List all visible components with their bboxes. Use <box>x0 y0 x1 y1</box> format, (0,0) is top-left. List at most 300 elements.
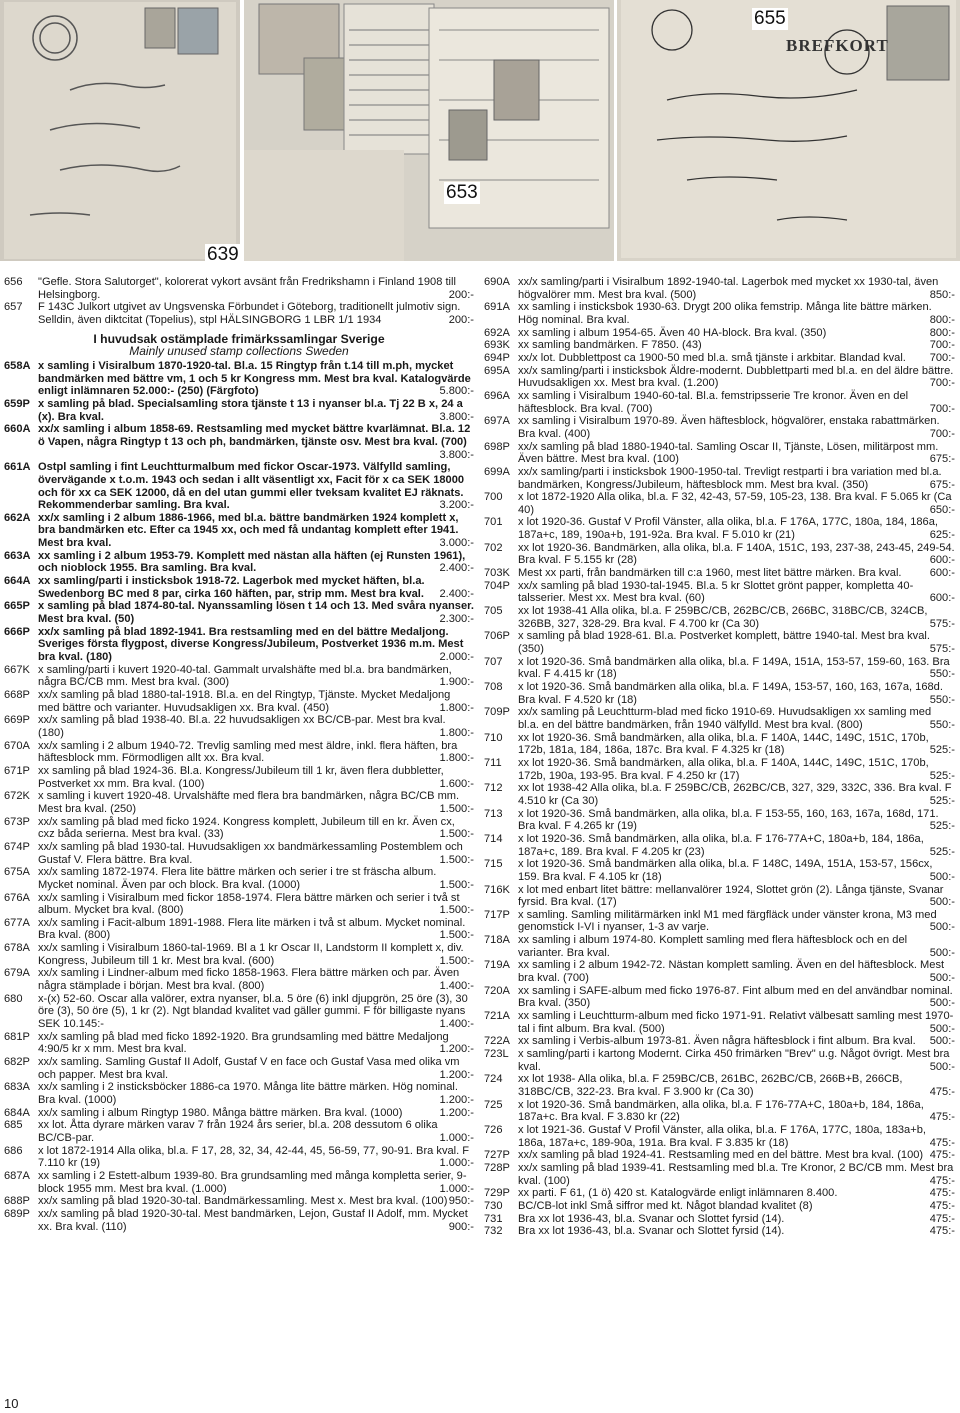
lot-entry <box>484 1073 955 1098</box>
lot-price: 2.000:- <box>439 651 474 664</box>
lot-entry <box>484 1124 955 1149</box>
lot-entry <box>4 301 474 326</box>
lot-entry <box>484 441 955 466</box>
lot-description: Ostpl samling i fint Leuchtturmalbum med fickor Oscar-1973. Välfylld samling, övervägande x t.o.m. 1943 och sedan i allt väsentligt xx, Facit för x ca SEK 18000 och för xx ca SEK 12000, då en del utan gummi eller tveksam kvalitet EJ räknats. Rekommenderbar samling. Bra kval. <box>38 461 465 512</box>
lot-entry <box>484 365 955 390</box>
lot-number: 671P <box>4 764 30 777</box>
lot-description: xx samling i album 1954-65. Även 40 HA-block. Bra kval. (350) <box>518 326 827 339</box>
lot-entry <box>484 580 955 605</box>
lot-price: 575:- <box>929 643 955 656</box>
lot-body <box>518 985 955 1010</box>
left-column <box>4 276 474 1233</box>
lot-body <box>518 1073 955 1098</box>
lot-body <box>38 816 474 841</box>
lot-number: 685 <box>4 1119 23 1132</box>
lot-entry <box>4 740 474 765</box>
lot-description: xx lot 1938-42 Alla olika, bl.a. F 259BC/CB, 262BC/CB, 327, 329, 332C, 336. Bra kval. F 4.510 kr (Ca 30) <box>518 782 952 807</box>
lot-number: 731 <box>484 1212 503 1225</box>
lot-entry <box>4 398 474 423</box>
lot-price: 650:- <box>929 503 955 516</box>
lot-description: x samling i kuvert 1920-48. Urvalshäfte med flera bra bandmärken, några BC/CB mm. Mest bra kval. (250) <box>38 790 460 815</box>
lot-description: x lot med enbart litet bättre: mellanvalörer 1924, Slottet grön (2). Långa tjänste, Svanar fyrsid. Bra kval. (17) <box>518 883 944 909</box>
lot-description: x lot 1920-36. Små bandmärken alla olika, bl.a. F 149A, 151A, 153-57, 159-60, 163. Bra kval. F 4.415 kr (18) <box>518 655 950 681</box>
lot-price: 1.400:- <box>439 980 474 993</box>
lot-description: xx lot. Åtta dyrare märken varav 7 från 1924 års serier, bl.a. 208 dessutom 6 olika BC/CB-par. <box>38 1119 438 1144</box>
lot-number: 676A <box>4 891 30 904</box>
lot-description: xx/x samling. Samling Gustaf II Adolf, Gustaf V en face och Gustaf Vasa med olika vm och papper. Mest bra kval. <box>38 1056 460 1081</box>
lot-body <box>518 327 955 340</box>
lot-body <box>38 461 474 512</box>
lot-description: x lot 1920-36. Små bandmärken alla olika, bl.a. F 149A, 153-57, 160, 163, 167a, 168d. Bra kval. F 4.520 kr (18) <box>518 681 943 706</box>
lot-body <box>38 301 474 326</box>
lot-description: x-(x) 52-60. Oscar alla valörer, extra nyanser, bl.a. 5 öre (6) inkl djupgrön, 25 öre (3), 30 öre (3), 50 öre (5), 1 kr (2). Ngt blandad kvalitet vad gäller gummi. F för billigaste nyans SEK 10.145:- <box>38 992 468 1031</box>
lot-price: 500:- <box>929 896 955 909</box>
lot-price: 475:- <box>929 1225 955 1238</box>
lot-entry <box>4 917 474 942</box>
lot-number: 672K <box>4 790 30 803</box>
lot-entry <box>484 276 955 301</box>
lot-description: xx/x samling i 2 album 1886-1966, med bl.a. bättre bandmärken 1924 komplett x, bra bandmärken etc. Efter ca 1945 xx, och med få undantag komplett efter 1941. Mest bra kval. <box>38 511 459 550</box>
lot-entry <box>484 706 955 731</box>
lot-number: 701 <box>484 516 503 529</box>
postcard-image <box>0 0 240 261</box>
lot-description: BC/CB-lot inkl Små siffror med kt. Något blandad kvalitet (8) <box>518 1199 813 1212</box>
lot-description: x samling. Samling militärmärken inkl M1 med färgfläck under vänster krona, M3 med genomstick I-VI i nyanser, 1-3 av varje. <box>518 908 937 934</box>
lot-price: 700:- <box>929 351 955 364</box>
lot-price: 500:- <box>929 1022 955 1035</box>
lot-description: xx samling i album 1974-80. Komplett samling med flera häftesblock och en del varianter. Bra kval. <box>518 934 908 959</box>
lot-description: xx/x samling/parti i insticksbok 1900-1950-tal. Trevligt restparti i bra variation med bl.a. bandmärken, Kongress/Jubileum, häftesblock mm. Mest bra kval. (350) <box>518 465 942 491</box>
lot-description: xx lot 1920-36. Små bandmärken, alla olika, bl.a. F 140A, 144C, 149C, 151C, 170b, 172b, 181a, 184, 186a, 187c. Bra kval. F 4.325 kr (18) <box>518 731 929 757</box>
lot-body <box>518 706 955 731</box>
lot-price: 1.500:- <box>439 802 474 815</box>
lot-number: 657 <box>4 301 23 314</box>
lot-number: 670A <box>4 739 30 752</box>
lot-body <box>518 833 955 858</box>
lot-number: 707 <box>484 655 503 668</box>
lot-body <box>518 390 955 415</box>
lot-body <box>38 1031 474 1056</box>
lot-body <box>38 892 474 917</box>
lot-body <box>38 689 474 714</box>
lot-body <box>518 567 955 580</box>
lot-body <box>518 782 955 807</box>
section-heading <box>4 333 474 358</box>
lot-entry <box>4 942 474 967</box>
lot-description: xx/x samling i album Ringtyp 1980. Många bättre märken. Bra kval. (1000) <box>38 1106 403 1119</box>
lot-description: xx samling i 2 Estett-album 1939-80. Bra grundsamling med många kompletta serier, 9-block 1955 mm. Mest bra kval. (1.000) <box>38 1169 467 1195</box>
lot-entry <box>484 656 955 681</box>
lot-description: x lot 1920-36. Små bandmärken, alla olika, bl.a. F 176-77A+C, 180a+b, 184, 186a, 187a+c. Bra kval. F 3.830 kr (22) <box>518 1098 924 1124</box>
lot-body <box>518 441 955 466</box>
lot-number: 729P <box>484 1187 510 1200</box>
lot-price: 500:- <box>929 1060 955 1073</box>
lot-price: 600:- <box>929 592 955 605</box>
lot-price: 2.400:- <box>439 587 474 600</box>
lot-description: xx samling i 2 album 1942-72. Nästan komplett samling. Även en del häftesblock. Mest bra kval. (700) <box>518 959 945 985</box>
lot-price: 525:- <box>929 845 955 858</box>
lot-price: 675:- <box>929 478 955 491</box>
lot-entry <box>4 423 474 461</box>
lot-entry <box>484 782 955 807</box>
lot-entry <box>484 1213 955 1226</box>
lot-description: xx samling i Verbis-album 1973-81. Även några häftesblock i fint album. Bra kval. <box>518 1035 916 1048</box>
lot-entry <box>4 360 474 398</box>
lot-entry <box>4 1170 474 1195</box>
lot-description: xx/x samling på blad 1920-30-tal. Bandmärkessamling. Mest x. Mest bra kval. (100) <box>38 1195 448 1208</box>
lot-price: 1.500:- <box>439 904 474 917</box>
lot-price: 700:- <box>929 402 955 415</box>
lot-description: xx/x samling i Facit-album 1891-1988. Flera lite märken i två st album. Mycket nominal. Bra kval. (800) <box>38 916 466 942</box>
lot-body <box>518 732 955 757</box>
lot-entry <box>484 681 955 706</box>
lot-price: 1.800:- <box>439 701 474 714</box>
lot-entry <box>4 816 474 841</box>
lot-price: 900:- <box>448 1220 474 1233</box>
lot-price: 500:- <box>929 921 955 934</box>
lot-description: xx samling i SAFE-album med ficko 1976-87. Fint album med en del användbar nominal. Bra kval. (350) <box>518 984 953 1010</box>
lot-number: 684A <box>4 1106 30 1119</box>
lot-price: 475:- <box>929 1174 955 1187</box>
lot-number: 682P <box>4 1056 30 1069</box>
lot-entry <box>4 512 474 550</box>
lot-number: 659P <box>4 397 30 410</box>
lot-number: 705 <box>484 605 503 618</box>
lot-body <box>518 656 955 681</box>
lot-body <box>518 516 955 541</box>
lot-body <box>38 1107 474 1120</box>
lot-number: 709P <box>484 706 510 719</box>
lot-entry <box>484 1099 955 1124</box>
lot-number: 712 <box>484 782 503 795</box>
lot-entry <box>484 858 955 883</box>
lot-body <box>38 917 474 942</box>
lot-number: 718A <box>484 934 510 947</box>
lot-entry <box>4 276 474 301</box>
lot-description: xx/x lot. Dubblettpost ca 1900-50 med bl.a. små tjänste i arkbitar. Blandad kval. <box>518 351 906 364</box>
document-image <box>244 0 614 261</box>
brefkort-title: BREFKORT <box>786 36 889 55</box>
lot-entry <box>484 466 955 491</box>
lot-number: 721A <box>484 1010 510 1023</box>
lot-entry <box>484 1149 955 1162</box>
lot-entry <box>484 567 955 580</box>
lot-entry <box>484 630 955 655</box>
lot-entry <box>484 1048 955 1073</box>
lot-description: xx lot 1938-41 Alla olika, bl.a. F 259BC/CB, 262BC/CB, 266BC, 318BC/CB, 324CB, 326BB, 327, 328-29. Bra kval. F 4.700 kr (Ca 30) <box>518 605 928 630</box>
lot-entry <box>4 550 474 575</box>
lot-price: 1.800:- <box>439 752 474 765</box>
lot-entry <box>4 575 474 600</box>
lot-description: xx/x samling i Visiralbum 1860-tal-1969. Bl a 1 kr Oscar II, Landstorm II komplett x, div. Kongress, Jubileum till 1 kr. Mest bra kval. (600) <box>38 942 464 967</box>
lot-entry <box>484 934 955 959</box>
lot-description: xx/x samling på blad 1920-30-tal. Mest bandmärken, Lejon, Gustaf II Adolf, mm. Mycket xx. Bra kval. (110) <box>38 1207 468 1233</box>
lot-description: xx samling i Visiralbum 1940-60-tal. Bl.a. femstripsserie Tre kronor. Även en del häftesblock. Bra kval. (700) <box>518 389 909 415</box>
lot-description: xx lot 1920-36. Små bandmärken, alla olika, bl.a. F 140A, 144C, 149C, 151C, 170b, 172b, 190a, 193-95. Bra kval. F 4.250 kr (17) <box>518 756 929 782</box>
lot-body <box>518 466 955 491</box>
lot-number: 714 <box>484 832 503 845</box>
lot-description: xx/x samling/parti i insticksbok Äldre-modernt. Dubblettparti med bl.a. en del äldre bättre. Huvudsakligen xx. Mest bra kval. (1.200) <box>518 364 954 390</box>
lot-number: 696A <box>484 389 510 402</box>
lot-price: 600:- <box>929 554 955 567</box>
lot-entry <box>484 808 955 833</box>
lot-number: 677A <box>4 916 30 929</box>
lot-price: 800:- <box>929 313 955 326</box>
lot-price: 475:- <box>929 1199 955 1212</box>
lot-description: F 143C Julkort utgivet av Ungsvenska Förbundet i Göteborg, traditionellt julmotiv sign. Selldin, även diktcitat (Topelius), stpl HÄLSINGBORG 1 LBR 1/1 1934 <box>38 301 461 326</box>
lot-body <box>38 1208 474 1233</box>
lot-description: xx parti. F 61, (1 ö) 420 st. Katalogvärde enligt inlämnaren 8.400. <box>518 1187 838 1200</box>
lot-number: 732 <box>484 1225 503 1238</box>
lot-body <box>518 884 955 909</box>
lot-entry <box>484 352 955 365</box>
lot-description: xx/x samling på blad 1930-tal-1945. Bl.a. 5 kr Slottet grönt papper, kompletta 40-talsserier. Mest xx. Mest bra kval. (60) <box>518 579 914 605</box>
lot-body <box>38 841 474 866</box>
lot-entry <box>4 689 474 714</box>
lot-body <box>518 542 955 567</box>
lot-number: 713 <box>484 807 503 820</box>
section-subtitle: Mainly unused stamp collections Sweden <box>129 344 349 359</box>
lot-entry <box>4 1056 474 1081</box>
lot-number: 691A <box>484 301 510 314</box>
lot-number: 710 <box>484 731 503 744</box>
lot-price: 1.900:- <box>439 676 474 689</box>
lot-price: 525:- <box>929 744 955 757</box>
lot-description: xx lot 1938- Alla olika, bl.a. F 259BC/CB, 261BC, 262BC/CB, 266B+B, 266CB, 318BC/CB, 322-23. Bra kval. F 3.900 kr (Ca 30) <box>518 1073 903 1098</box>
lot-body <box>518 276 955 301</box>
lot-price: 1.000:- <box>439 1157 474 1170</box>
lot-entry <box>484 985 955 1010</box>
lot-price: 1.500:- <box>439 929 474 942</box>
lot-price: 500:- <box>929 1035 955 1048</box>
lot-description: "Gefle. Stora Salutorget", kolorerat vykort avsänt från Fredrikshamn i Finland 1908 till Helsingborg. <box>38 276 456 301</box>
lot-price: 550:- <box>929 693 955 706</box>
lot-description: xx/x samling i 2 insticksböcker 1886-ca 1970. Många lite bättre märken. Hög nominal. Bra kval. (1000) <box>38 1081 458 1106</box>
lot-description: xx/x samling på blad 1930-tal. Huvudsakligen xx bandmärkessamling Postemblem och Gustaf V. Flera bättre. Bra kval. <box>38 840 463 866</box>
lot-number: 680 <box>4 992 23 1005</box>
lot-number: 728P <box>484 1161 510 1174</box>
lot-number: 699A <box>484 465 510 478</box>
lot-number: 695A <box>484 364 510 377</box>
lot-number: 674P <box>4 840 30 853</box>
lot-description: x samling/parti i kuvert 1920-40-tal. Gammalt urvalshäfte med bl.a. bra bandmärken, några BC/CB mm. Mest bra kval. (300) <box>38 663 452 689</box>
lot-description: x lot 1920-36. Små bandmärken alla olika, bl.a. F 148C, 149A, 151A, 153-57, 156cx, 159. Bra kval. F 4.105 kr (18) <box>518 858 933 883</box>
lot-price: 3.800:- <box>439 410 474 423</box>
lot-body <box>38 664 474 689</box>
lot-body <box>518 1200 955 1213</box>
lot-number: 669P <box>4 714 30 727</box>
lot-description: xx/x samling på blad 1880-1940-tal. Samling Oscar II, Tjänste, Lösen, militärpost mm. Även bättre. Mest bra kval. (100) <box>518 440 939 466</box>
lot-price: 500:- <box>929 972 955 985</box>
lot-description: xx/x samling på blad 1938-40. Bl.a. 22 huvudsakligen xx BC/CB-par. Mest bra kval. (180) <box>38 714 446 739</box>
lot-entry <box>4 664 474 689</box>
lot-number: 717P <box>484 908 510 921</box>
lot-number: 678A <box>4 942 30 955</box>
lot-price: 475:- <box>929 1136 955 1149</box>
lot-entry <box>484 959 955 984</box>
lot-entry <box>4 841 474 866</box>
lot-price: 800:- <box>929 326 955 339</box>
lot-number: 687A <box>4 1169 30 1182</box>
lot-price: 5.800:- <box>439 385 474 398</box>
lot-body <box>38 1170 474 1195</box>
lot-body <box>518 1010 955 1035</box>
lot-price: 475:- <box>929 1187 955 1200</box>
lot-body <box>38 1056 474 1081</box>
lot-number: 683A <box>4 1081 30 1094</box>
lot-price: 200:- <box>448 288 474 301</box>
lot-entry <box>484 909 955 934</box>
lot-price: 525:- <box>929 794 955 807</box>
lot-body <box>38 600 474 625</box>
lot-number: 720A <box>484 984 510 997</box>
lot-price: 500:- <box>929 997 955 1010</box>
lot-description: x lot 1920-36. Gustaf V Profil Vänster, alla olika, bl.a. F 176A, 177C, 180a, 184, 186a, 187a+c, 189, 190a+b, 191-92a. Bra kval. F 5.010 kr (21) <box>518 516 938 542</box>
lot-number: 704P <box>484 579 510 592</box>
lot-entry <box>484 327 955 340</box>
lot-price: 1.200:- <box>439 1094 474 1106</box>
lot-entry <box>4 1107 474 1120</box>
lot-label-653: 653 <box>446 182 478 203</box>
lot-price: 1.500:- <box>439 878 474 891</box>
lot-body <box>38 993 474 1031</box>
lot-entry <box>4 993 474 1031</box>
lot-body <box>38 714 474 739</box>
lot-entry <box>4 1031 474 1056</box>
lot-entry <box>4 790 474 815</box>
lot-entry <box>4 1081 474 1106</box>
lot-description: xx samling i 2 album 1953-79. Komplett med nästan alla häften (ej Runsten 1961), och nioblock 1955. Bra samling. Bra kval. <box>38 549 466 575</box>
lot-number: 725 <box>484 1098 503 1111</box>
lot-price: 550:- <box>929 718 955 731</box>
lot-entry <box>484 516 955 541</box>
lot-number: 686 <box>4 1144 23 1157</box>
lot-body <box>518 757 955 782</box>
lot-body <box>518 1099 955 1124</box>
lot-body <box>518 352 955 365</box>
lot-price: 1.200:- <box>439 1043 474 1056</box>
right-column <box>484 276 955 1238</box>
lot-number: 689P <box>4 1207 30 1220</box>
lot-number: 703K <box>484 567 510 580</box>
lot-description: xx/x samling i album 1858-69. Restsamling med mycket bättre kvarlämnat. Bl.a. 12 ö Vapen, några Ringtyp t 13 och ph, bandmärken, tjänste osv. Mest bra kval. (700) <box>38 423 471 448</box>
lot-number: 662A <box>4 511 31 524</box>
lot-description: xx samling bandmärken. F 7850. (43) <box>518 339 702 352</box>
lot-entry <box>484 339 955 352</box>
lot-description: xx lot 1920-36. Bandmärken, alla olika, bl.a. F 140A, 151C, 193, 237-38, 243-45, 249-54. Bra kval. F 5.155 kr (28) <box>518 541 955 567</box>
lot-number: 673P <box>4 815 30 828</box>
photo-postcard-639 <box>0 0 240 261</box>
lot-number: 692A <box>484 326 510 339</box>
lot-description: x samling på blad 1928-61. Bl.a. Postverket komplett, bättre 1940-tal. Mest bra kval. (350) <box>518 630 930 656</box>
lot-price: 1.400:- <box>439 1018 474 1031</box>
lot-entry <box>4 461 474 512</box>
lot-body <box>38 512 474 550</box>
lot-body <box>518 808 955 833</box>
lot-price: 700:- <box>929 377 955 390</box>
lot-body <box>518 605 955 630</box>
lot-price: 200:- <box>448 313 474 326</box>
lot-description: x samling/parti i kartong Modernt. Cirka 450 frimärken "Brev" u.g. Något övrigt. Mest bra kval. <box>518 1048 950 1073</box>
lot-entry <box>4 1119 474 1144</box>
section-title: I huvudsak ostämplade frimärkssamlingar Sverige <box>93 331 385 346</box>
lot-description: xx samling/parti i insticksbok 1918-72. Lagerbok med mycket häften, bl.a. Swedenborg BC med 8 par, cirka 160 häften, par, strip mm. Mest bra kval. <box>38 575 425 600</box>
lot-body <box>518 1162 955 1187</box>
lot-entry <box>484 732 955 757</box>
lot-body <box>38 765 474 790</box>
lot-number: 727P <box>484 1149 510 1162</box>
lot-price: 475:- <box>929 1086 955 1098</box>
lot-description: xx samling i insticksbok 1930-63. Drygt 200 olika femstrip. Många lite bättre märken. Hög nominal. Bra kval. <box>518 301 932 326</box>
lot-description: x lot 1920-36. Små bandmärken, alla olika, bl.a. F 153-55, 160, 163, 167a, 168d, 171. Bra kval. F 4.265 kr (19) <box>518 807 939 833</box>
lot-price: 1.200:- <box>439 1106 474 1119</box>
lot-description: xx samling i Leuchtturm-album med ficko 1971-91. Relativt välbesatt samling mest 1970-tal i fint album. Bra kval. (500) <box>518 1010 954 1035</box>
lot-body <box>38 967 474 992</box>
lot-description: xx/x samling på blad 1892-1941. Bra restsamling med en del bättre Medaljong. Sveriges första flygpost, diverse Kongress/Jubileum, Postverket 1936 m.m. Mest bra kval. (180) <box>38 625 464 664</box>
lot-description: x samling i Visiralbum 1870-1920-tal. Bl.a. 15 Ringtyp från t.14 till m.ph, mycket bandmärken med bättre vm, 1 och 5 kr Kongress mm. Mest bra kval. Katalogvärde enligt inlämnaren 52.000:- (250) (Färgfoto) <box>38 359 471 398</box>
lot-entry <box>484 884 955 909</box>
lot-description: x lot 1921-36. Gustaf V Profil Vänster, alla olika, bl.a. F 176A, 177C, 180a, 183a+b, 186a, 187a+c, 189-90a, 191a. Bra kval. F 3.835 kr (18) <box>518 1123 926 1149</box>
lot-price: 675:- <box>929 453 955 466</box>
lot-body <box>38 575 474 600</box>
lot-body <box>518 934 955 959</box>
lot-price: 600:- <box>929 567 955 580</box>
lot-description: xx/x samling på blad 1880-tal-1918. Bl.a. en del Ringtyp, Tjänste. Mycket Medaljong med bättre och varianter. Huvudsakligen xx. Bra kval. (450) <box>38 689 451 714</box>
lot-price: 700:- <box>929 427 955 440</box>
lot-number: 698P <box>484 440 510 453</box>
lot-entry <box>484 301 955 326</box>
lot-price: 3.800:- <box>439 448 474 461</box>
lot-entry <box>484 1225 955 1238</box>
lot-price: 1.000:- <box>439 1182 474 1195</box>
lot-label-639: 639 <box>207 244 239 265</box>
lot-entry <box>484 1035 955 1048</box>
lot-entry <box>4 765 474 790</box>
lot-price: 475:- <box>929 1111 955 1124</box>
lot-price: 525:- <box>929 820 955 833</box>
lot-entry <box>484 415 955 440</box>
lot-price: 475:- <box>929 1212 955 1225</box>
lot-body <box>38 1195 474 1208</box>
lot-body <box>38 740 474 765</box>
lot-description: xx/x samling i 2 album 1940-72. Trevlig samling med mest äldre, inkl. flera häften, bra häftesblock mm. Förmodligen allt xx. Bra kval. <box>38 739 458 765</box>
lot-body <box>38 866 474 891</box>
lot-body <box>518 630 955 655</box>
lot-description: Bra xx lot 1936-43, bl.a. Svanar och Slottet fyrsid (14). <box>518 1212 785 1225</box>
lot-price: 700:- <box>929 339 955 352</box>
lot-description: xx/x samling på blad med ficko 1924. Kongress komplett, Jubileum till en kr. Även cx, cxz båda serierna. Mest bra kval. (33) <box>38 815 455 841</box>
lot-price: 1.800:- <box>439 726 474 739</box>
lot-price: 525:- <box>929 769 955 782</box>
lot-price: 2.400:- <box>439 562 474 575</box>
lot-body <box>518 1048 955 1073</box>
lot-number: 711 <box>484 756 502 769</box>
lot-body <box>38 1145 474 1170</box>
lot-number: 694P <box>484 351 510 364</box>
lot-number: 693K <box>484 339 510 352</box>
lot-description: x samling på blad. Specialsamling stora tjänste t 13 i nyanser bl.a. Tj 22 B x, 24 a (x). Bra kval. <box>38 397 463 423</box>
lot-body <box>38 1081 474 1106</box>
lot-body <box>518 339 955 352</box>
lot-body <box>518 1213 955 1226</box>
lot-description: Bra xx lot 1936-43, bl.a. Svanar och Slottet fyrsid (14). <box>518 1225 785 1238</box>
lot-entry <box>484 833 955 858</box>
lot-description: xx samling i Visiralbum 1970-89. Även häftesblock, högvalörer, enstaka rabattmärken. Bra kval. (400) <box>518 415 940 440</box>
lot-description: xx samling på blad 1924-36. Bl.a. Kongress/Jubileum till 1 kr, även flera dubbletter, Postverket xx mm. Bra kval. (100) <box>38 764 444 790</box>
lot-description: x lot 1872-1914 Alla olika, bl.a. F 17, 28, 32, 34, 42-44, 45, 56-59, 77, 90-91. Bra kval. F 7.110 kr (19) <box>38 1144 470 1170</box>
lot-number: 688P <box>4 1195 30 1208</box>
lot-description: xx/x samling på Leuchtturm-blad med ficko 1910-69. Huvudsakligen xx samling med bl.a. en del bättre bandmärken, från 1940 välfylld. Mest bra kval. (800) <box>518 706 932 731</box>
